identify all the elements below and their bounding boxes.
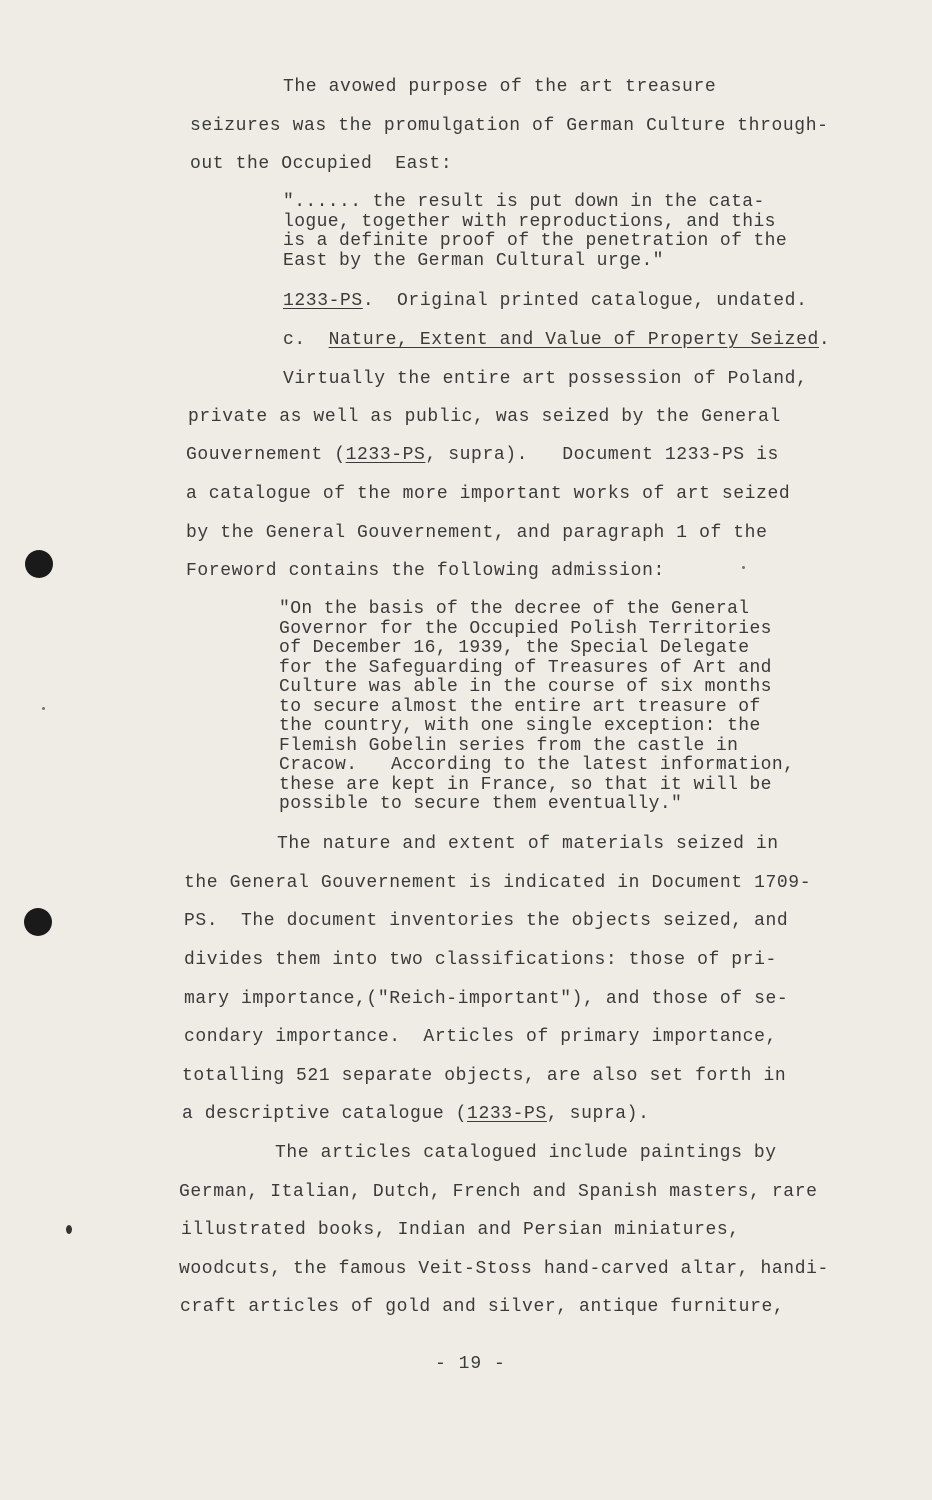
text-line: a catalogue of the more important works of art seized bbox=[186, 484, 791, 504]
text-line: Virtually the entire art possession of Poland, bbox=[283, 369, 808, 389]
paper-speck bbox=[742, 566, 745, 569]
text-line: craft articles of gold and silver, antique furniture, bbox=[180, 1297, 785, 1317]
text-line: condary importance. Articles of primary importance, bbox=[184, 1027, 777, 1047]
document-reference: 1233-PS bbox=[467, 1104, 547, 1124]
text-line: German, Italian, Dutch, French and Spanish masters, rare bbox=[179, 1182, 818, 1202]
text-line: Foreword contains the following admission: bbox=[186, 561, 665, 581]
quote-line: is a definite proof of the penetration of the bbox=[283, 231, 788, 251]
paper-speck bbox=[42, 707, 45, 710]
text-span: Gouvernement ( bbox=[186, 445, 346, 465]
text-line: PS. The document inventories the objects seized, and bbox=[184, 911, 789, 931]
punch-hole-middle bbox=[24, 908, 52, 936]
text-line bbox=[182, 1103, 649, 1125]
quote-line: of December 16, 1939, the Special Delegate bbox=[279, 638, 750, 658]
text-line: divides them into two classifications: those of pri- bbox=[184, 950, 777, 970]
quote-line: East by the German Cultural urge." bbox=[283, 251, 664, 271]
text-span: , supra). bbox=[546, 1104, 650, 1124]
citation-text: . Original printed catalogue, undated. bbox=[362, 291, 808, 311]
quote-line: logue, together with reproductions, and this bbox=[283, 212, 776, 232]
text-span: a descriptive catalogue ( bbox=[182, 1104, 468, 1124]
quote-line: Culture was able in the course of six months bbox=[279, 677, 772, 697]
quote-line: Cracow. According to the latest information, bbox=[279, 755, 795, 775]
quote-line: these are kept in France, so that it will be bbox=[279, 775, 772, 795]
quote-line: Governor for the Occupied Polish Territories bbox=[279, 619, 772, 639]
text-line: The avowed purpose of the art treasure bbox=[283, 77, 717, 97]
quote-line: "On the basis of the decree of the General bbox=[279, 599, 750, 619]
section-heading bbox=[283, 329, 830, 351]
heading-suffix: . bbox=[818, 330, 831, 350]
paper-speck bbox=[66, 1225, 72, 1234]
quote-line: "...... the result is put down in the cata- bbox=[283, 192, 765, 212]
document-reference: 1233-PS bbox=[345, 445, 426, 465]
text-line: by the General Gouvernement, and paragraph 1 of the bbox=[186, 523, 768, 543]
text-line: seizures was the promulgation of German Culture through- bbox=[190, 116, 829, 136]
text-line: mary importance,("Reich-important"), and those of se- bbox=[184, 989, 789, 1009]
citation-1233-ps bbox=[283, 290, 807, 312]
quote-line: possible to secure them eventually." bbox=[279, 794, 683, 814]
heading-title: Nature, Extent and Value of Property Seized bbox=[328, 330, 819, 350]
quote-line: to secure almost the entire art treasure of bbox=[279, 697, 761, 717]
text-line: illustrated books, Indian and Persian miniatures, bbox=[181, 1220, 740, 1240]
text-line: The nature and extent of materials seized in bbox=[277, 834, 779, 854]
text-span: , supra). Document 1233-PS is bbox=[425, 445, 779, 465]
quote-line: for the Safeguarding of Treasures of Art and bbox=[279, 658, 772, 678]
quote-line: Flemish Gobelin series from the castle in bbox=[279, 736, 739, 756]
text-line: out the Occupied East: bbox=[190, 154, 453, 174]
heading-prefix: c. bbox=[283, 330, 329, 350]
text-line: totalling 521 separate objects, are also set forth in bbox=[182, 1066, 787, 1086]
text-line: the General Gouvernement is indicated in Document 1709- bbox=[184, 873, 812, 893]
text-line: woodcuts, the famous Veit-Stoss hand-carved altar, handi- bbox=[179, 1259, 829, 1279]
page-number: - 19 - bbox=[435, 1354, 506, 1374]
quote-line: the country, with one single exception: the bbox=[279, 716, 761, 736]
document-reference: 1233-PS bbox=[283, 291, 363, 311]
punch-hole-top bbox=[25, 550, 53, 578]
text-line: The articles catalogued include paintings by bbox=[275, 1143, 777, 1163]
text-line: private as well as public, was seized by the General bbox=[188, 407, 781, 427]
text-line bbox=[186, 444, 779, 466]
